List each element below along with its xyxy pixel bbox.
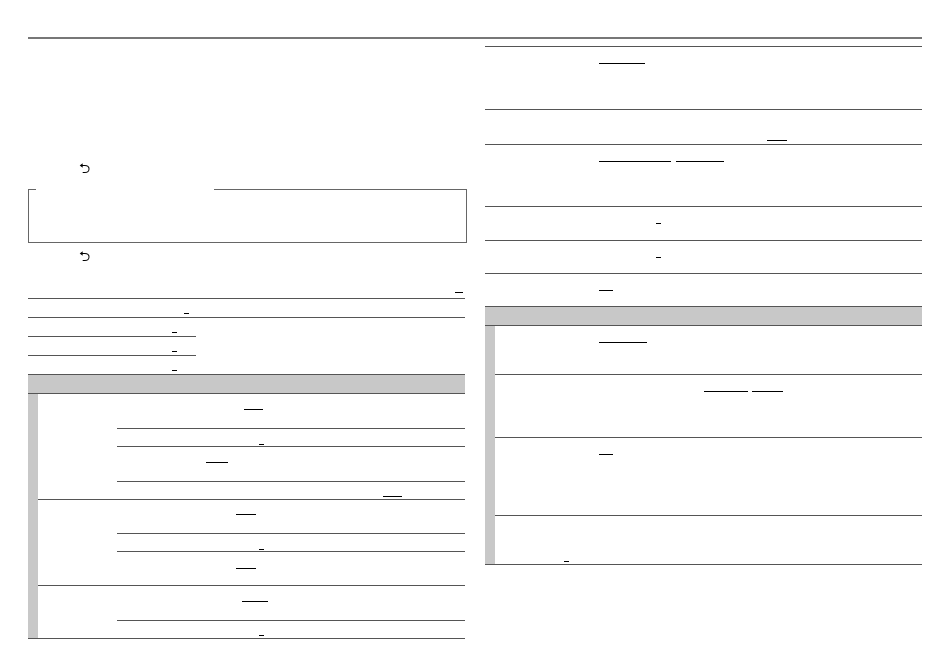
table-group-divider — [38, 585, 465, 586]
right-row-divider — [485, 46, 922, 47]
menu-row-divider — [28, 355, 196, 356]
table-row-divider — [117, 551, 465, 552]
menu-row-marker — [455, 292, 463, 293]
table-row-divider — [117, 620, 465, 621]
option-underline — [599, 161, 671, 162]
option-underline — [656, 257, 661, 258]
option-underline — [242, 601, 268, 602]
table-row-divider — [117, 428, 465, 429]
option-underline — [259, 549, 264, 550]
option-underline — [704, 391, 748, 392]
table-bottom-rule — [28, 638, 465, 639]
menu-row-divider — [28, 317, 465, 318]
right-row-divider — [485, 144, 922, 145]
table-side-band — [28, 393, 38, 638]
option-underline — [244, 409, 263, 410]
option-underline — [236, 514, 256, 515]
option-underline — [383, 496, 402, 497]
right-row-divider — [485, 273, 922, 274]
option-underline — [656, 223, 661, 224]
menu-row-marker — [172, 351, 177, 352]
back-arrow-icon: ⮌ — [79, 161, 91, 177]
back-arrow-icon: ⮌ — [79, 249, 91, 265]
menu-row-marker — [172, 332, 177, 333]
option-underline — [236, 568, 256, 569]
option-underline — [599, 342, 647, 343]
option-underline — [752, 391, 783, 392]
menu-row-marker — [172, 370, 177, 371]
table-group-divider — [38, 499, 465, 500]
option-underline — [599, 454, 613, 455]
menu-row-divider — [28, 336, 196, 337]
table-row-divider — [117, 446, 465, 447]
table-header-rule — [485, 325, 922, 326]
table-header-band — [485, 306, 922, 325]
option-underline — [564, 561, 569, 562]
option-underline — [767, 140, 787, 141]
right-row-divider — [485, 109, 922, 110]
table-row-divider — [117, 481, 465, 482]
table-header-rule — [28, 374, 465, 375]
option-underline — [206, 462, 228, 463]
option-underline — [599, 290, 613, 291]
table-header-rule — [485, 306, 922, 307]
table-row-divider — [117, 533, 465, 534]
right-row-divider — [485, 240, 922, 241]
page-header-rule — [28, 37, 922, 39]
menu-row-divider — [28, 298, 465, 299]
table-bottom-rule — [485, 564, 922, 565]
note-box-top-gap — [36, 187, 214, 191]
right-row-divider — [485, 206, 922, 207]
table-row-divider — [495, 515, 922, 516]
option-underline — [676, 161, 724, 162]
table-side-band — [485, 325, 495, 565]
option-underline — [259, 444, 264, 445]
table-row-divider — [495, 437, 922, 438]
table-header-rule — [28, 393, 465, 394]
note-box — [28, 189, 467, 243]
option-underline — [259, 635, 264, 636]
menu-row-marker — [184, 313, 189, 314]
table-row-divider — [495, 374, 922, 375]
option-underline — [599, 63, 645, 64]
table-header-band — [28, 374, 465, 393]
